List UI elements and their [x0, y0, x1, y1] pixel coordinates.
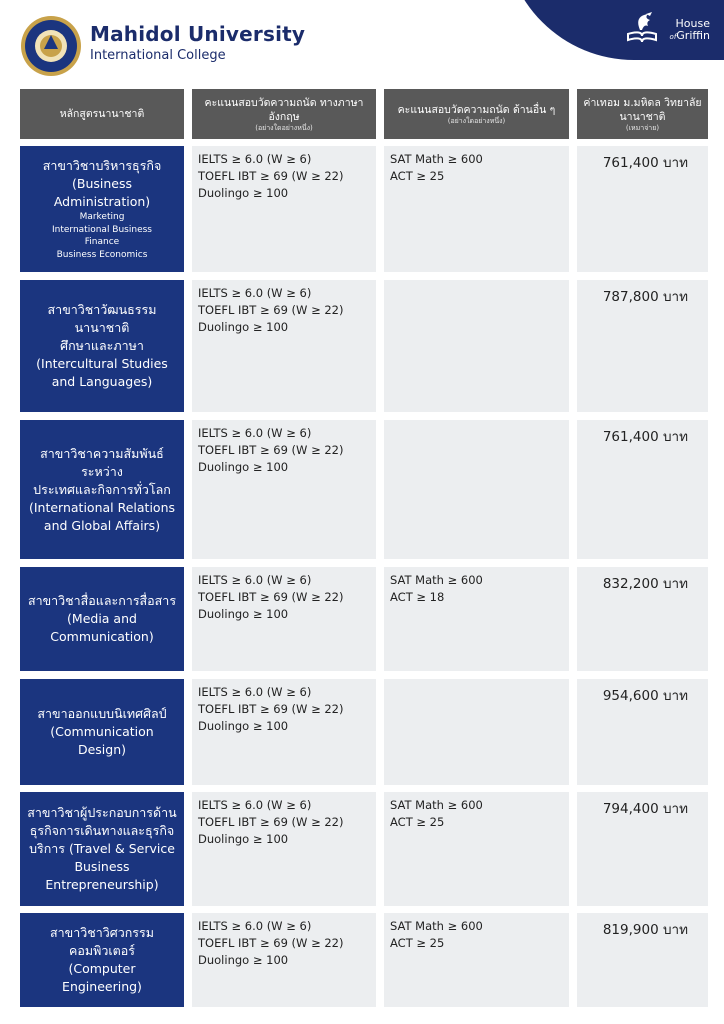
english-requirement: Duolingo ≥ 100 — [198, 953, 289, 967]
tuition-fee-cell — [577, 420, 708, 559]
program-name-line: ศึกษาและภาษา — [60, 338, 144, 353]
english-requirement: TOEFL IBT ≥ 69 (W ≥ 22) — [198, 815, 344, 829]
program-name-line: (International Relations — [28, 499, 176, 515]
english-requirement: Duolingo ≥ 100 — [198, 719, 289, 733]
tuition-fee-cell — [577, 792, 708, 906]
header-title: คะแนนสอบวัดความถนัด ด้านอื่น ๆ — [397, 103, 556, 116]
program-name-line: Administration) — [53, 194, 151, 209]
program-track: International Business — [52, 224, 152, 235]
other-requirement: ACT ≥ 25 — [390, 936, 445, 950]
english-requirement: Duolingo ≥ 100 — [198, 186, 289, 200]
tuition-fee: 787,800 บาท — [602, 289, 688, 305]
program-cell — [20, 146, 184, 272]
english-requirement: Duolingo ≥ 100 — [198, 460, 289, 474]
other-requirement-cell — [384, 146, 569, 272]
english-requirement-cell — [192, 280, 376, 412]
header-cell-3 — [384, 89, 569, 139]
tuition-fee: 954,600 บาท — [602, 688, 688, 704]
griffin-line3: Griffin — [676, 28, 710, 42]
program-name-line: Design) — [77, 742, 127, 757]
other-requirement: ACT ≥ 18 — [390, 590, 445, 604]
house-of-griffin-logo — [620, 10, 710, 50]
program-track: Marketing — [79, 212, 125, 222]
english-requirement: TOEFL IBT ≥ 69 (W ≥ 22) — [198, 702, 344, 716]
program-name-line: and Languages) — [51, 374, 153, 389]
header-sub: (อย่างใดอย่างหนึ่ง) — [255, 123, 313, 132]
tuition-fee: 761,400 บาท — [602, 155, 688, 171]
other-requirement-cell — [384, 567, 569, 671]
english-requirement: IELTS ≥ 6.0 (W ≥ 6) — [198, 152, 312, 166]
other-requirement: SAT Math ≥ 600 — [390, 573, 483, 587]
english-requirement-cell — [192, 146, 376, 272]
program-cell — [20, 420, 184, 559]
program-cell — [20, 280, 184, 412]
program-name-line: สาขาวิชาวัฒนธรรมนานาชาติ — [47, 302, 157, 335]
program-name-line: Engineering) — [62, 979, 142, 994]
tuition-fee: 819,900 บาท — [602, 922, 688, 938]
english-requirement: IELTS ≥ 6.0 (W ≥ 6) — [198, 426, 312, 440]
other-requirement: SAT Math ≥ 600 — [390, 798, 483, 812]
griffin-line2: of — [669, 32, 677, 41]
program-cell — [20, 679, 184, 785]
program-name-line: Entrepreneurship) — [45, 877, 159, 892]
english-requirement: Duolingo ≥ 100 — [198, 320, 289, 334]
other-requirement: SAT Math ≥ 600 — [390, 152, 483, 166]
program-name-line: สาขาวิชาความสัมพันธ์ระหว่าง — [40, 445, 164, 479]
program-cell — [20, 792, 184, 906]
english-requirement: TOEFL IBT ≥ 69 (W ≥ 22) — [198, 169, 344, 183]
english-requirement: TOEFL IBT ≥ 69 (W ≥ 22) — [198, 936, 344, 950]
other-requirement-cell — [384, 280, 569, 412]
tuition-fee-cell — [577, 913, 708, 1007]
griffin-line1: House — [675, 16, 710, 30]
english-requirement: TOEFL IBT ≥ 69 (W ≥ 22) — [198, 303, 344, 317]
english-requirement: Duolingo ≥ 100 — [198, 832, 289, 846]
tuition-fee: 761,400 บาท — [602, 429, 688, 445]
other-requirement-cell — [384, 792, 569, 906]
program-name-line: สาขาวิชาบริหารธุรกิจ — [42, 158, 162, 173]
program-name-line: (Media and — [67, 611, 137, 626]
program-name-line: Business — [74, 859, 130, 874]
english-requirement-cell — [192, 792, 376, 906]
english-requirement: IELTS ≥ 6.0 (W ≥ 6) — [198, 286, 312, 300]
program-name-line: สาขาวิชาสื่อและการสื่อสาร — [27, 593, 177, 608]
program-name-line: สาขาออกแบบนิเทศศิลป์ — [37, 706, 167, 721]
program-name-line: (Computer — [68, 961, 136, 976]
english-requirement: IELTS ≥ 6.0 (W ≥ 6) — [198, 573, 312, 587]
english-requirement: IELTS ≥ 6.0 (W ≥ 6) — [198, 798, 312, 812]
header-cell-2 — [192, 89, 376, 139]
tuition-fee-cell — [577, 567, 708, 671]
english-requirement-cell — [192, 420, 376, 559]
tuition-fee: 794,400 บาท — [602, 801, 688, 817]
program-name-line: บริการ (Travel & Service — [29, 841, 175, 856]
college-name: International College — [90, 48, 226, 63]
other-requirement-cell — [384, 679, 569, 785]
tuition-fee-cell — [577, 280, 708, 412]
mahidol-seal-logo — [20, 15, 82, 77]
english-requirement: TOEFL IBT ≥ 69 (W ≥ 22) — [198, 443, 344, 457]
program-name-line: (Intercultural Studies — [36, 356, 168, 371]
program-cell — [20, 567, 184, 671]
header-title: ค่าเทอม ม.มหิดล วิทยาลัยนานาชาติ — [583, 96, 702, 123]
program-name-line: สาขาวิชาผู้ประกอบการด้าน — [27, 805, 177, 820]
header-title: คะแนนสอบวัดความถนัด ทางภาษาอังกฤษ — [204, 96, 364, 123]
english-requirement-cell — [192, 567, 376, 671]
program-track: Finance — [84, 237, 120, 247]
program-track: Business Economics — [56, 249, 148, 260]
header-cell-1 — [20, 89, 184, 139]
english-requirement-cell — [192, 679, 376, 785]
griffin-icon — [620, 10, 664, 50]
program-name-line: สาขาวิชาวิศวกรรม — [50, 925, 154, 940]
program-name-line: Communication) — [50, 629, 154, 644]
other-requirement: SAT Math ≥ 600 — [390, 919, 483, 933]
tuition-fee-cell — [577, 679, 708, 785]
tuition-fee-cell — [577, 146, 708, 272]
program-name-line: and Global Affairs) — [43, 517, 161, 533]
other-requirement: ACT ≥ 25 — [390, 169, 445, 183]
university-name: Mahidol University — [90, 22, 306, 46]
english-requirement-cell — [192, 913, 376, 1007]
header-sub: (อย่างใดอย่างหนึ่ง) — [447, 116, 506, 125]
program-name-line: (Business — [72, 176, 132, 191]
other-requirement-cell — [384, 913, 569, 1007]
other-requirement-cell — [384, 420, 569, 559]
program-cell — [20, 913, 184, 1007]
tuition-fee: 832,200 บาท — [602, 576, 688, 592]
program-name-line: (Communication — [50, 724, 154, 739]
program-name-line: ธุรกิจการเดินทางและธุรกิจ — [29, 823, 175, 838]
header-cell-4 — [577, 89, 708, 139]
program-name-line: คอมพิวเตอร์ — [69, 943, 135, 958]
header-title: หลักสูตรนานาชาติ — [59, 108, 145, 120]
program-name-line: ประเทศและกิจการทั่วโลก — [33, 481, 171, 497]
english-requirement: Duolingo ≥ 100 — [198, 607, 289, 621]
english-requirement: TOEFL IBT ≥ 69 (W ≥ 22) — [198, 590, 344, 604]
english-requirement: IELTS ≥ 6.0 (W ≥ 6) — [198, 919, 312, 933]
header-sub: (เหมาจ่าย) — [625, 123, 660, 132]
other-requirement: ACT ≥ 25 — [390, 815, 445, 829]
english-requirement: IELTS ≥ 6.0 (W ≥ 6) — [198, 685, 312, 699]
brand-block — [90, 22, 305, 63]
